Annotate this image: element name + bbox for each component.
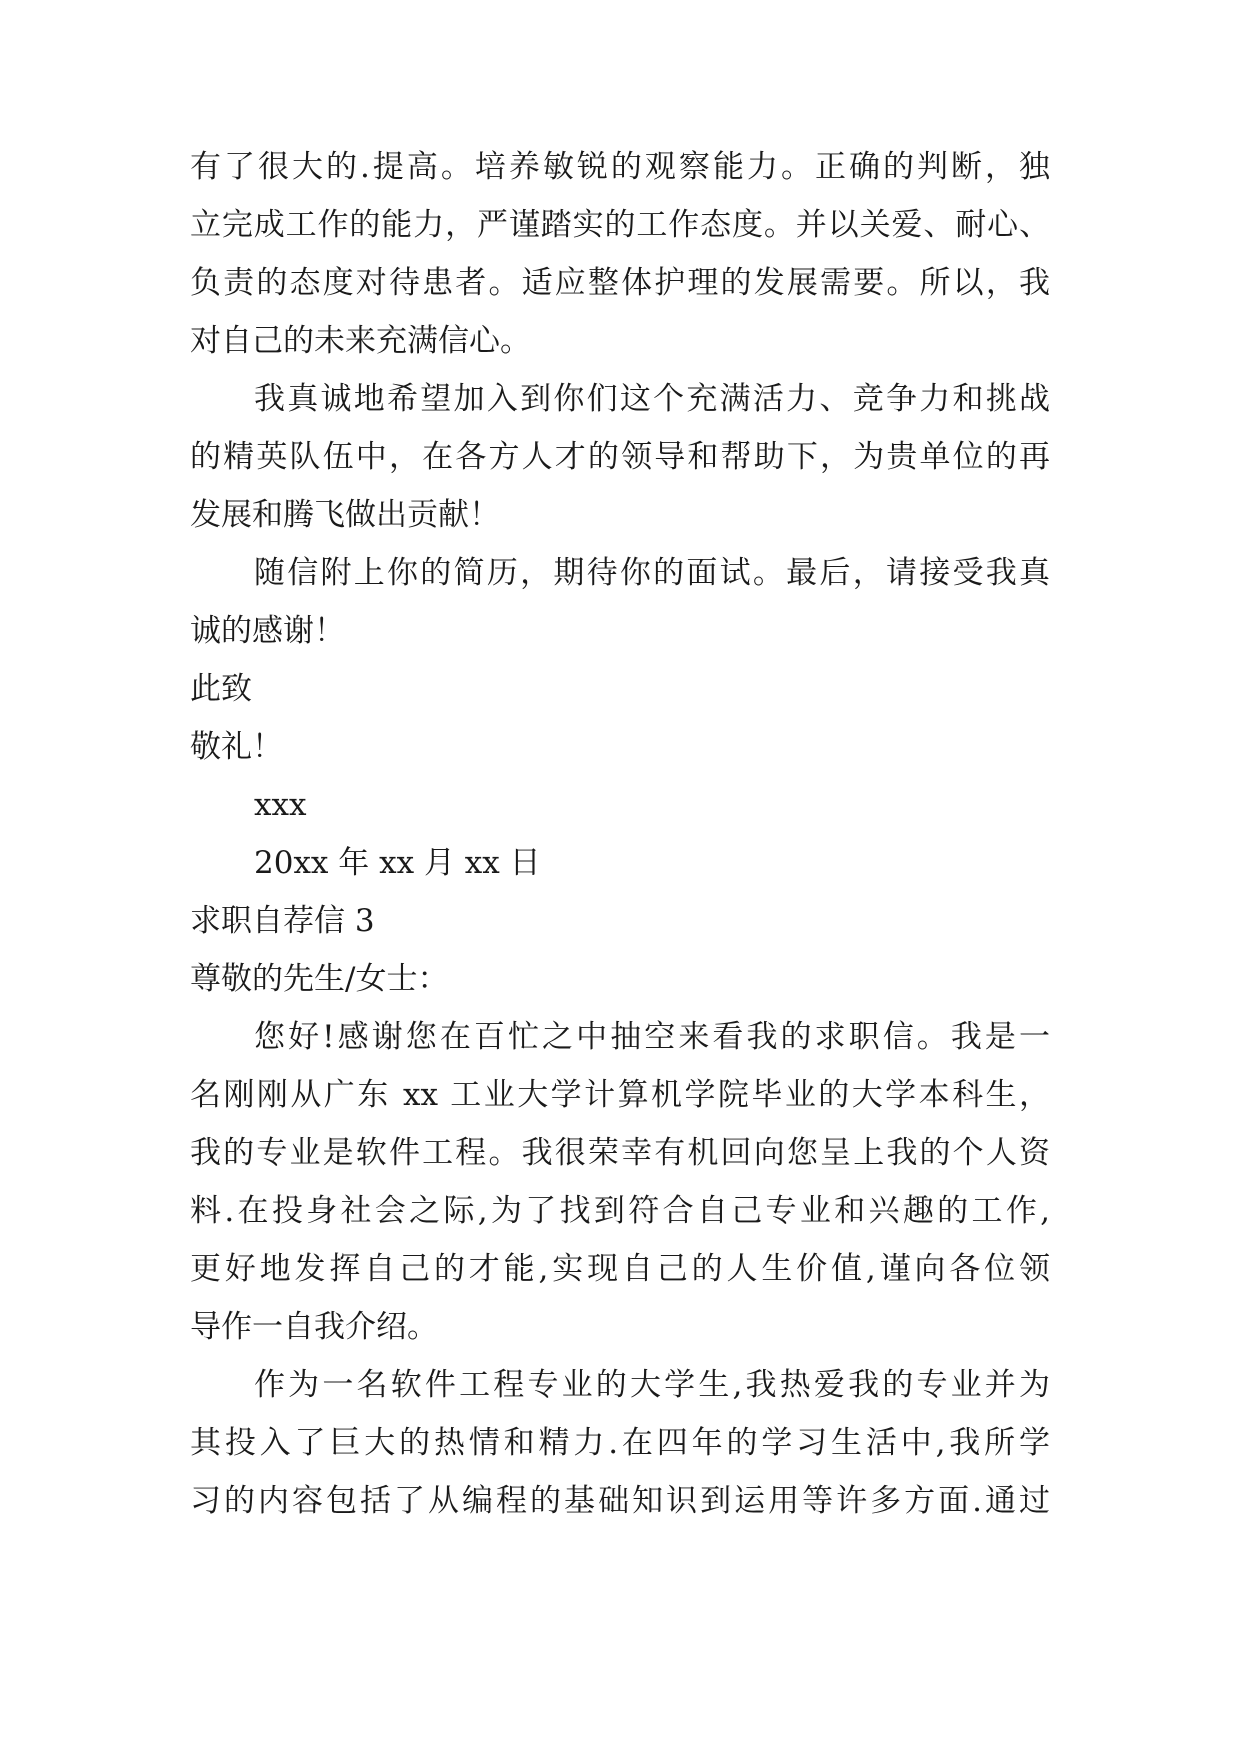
text-line: 作为一名软件工程专业的大学生,我热爱我的专业并为 (254, 1367, 1050, 1403)
text-line: 习的内容包括了从编程的基础知识到运用等许多方面.通过 (190, 1483, 1050, 1519)
text-line: 料.在投身社会之际,为了找到符合自己专业和兴趣的工作, (190, 1193, 1050, 1229)
section-title: 求职自荐信 3 (190, 903, 375, 939)
text-line: 您好!感谢您在百忙之中抽空来看我的求职信。我是一 (254, 1019, 1050, 1055)
text-line: 负责的态度对待患者。适应整体护理的发展需要。所以，我 (190, 265, 1050, 301)
text-line: 诚的感谢！ (190, 613, 345, 649)
text-line: 随信附上你的简历，期待你的面试。最后，请接受我真 (254, 555, 1050, 591)
salutation-regards: 敬礼！ (190, 729, 283, 765)
text-line: 我真诚地希望加入到你们这个充满活力、竞争力和挑战 (254, 381, 1050, 417)
text-line: 立完成工作的能力，严谨踏实的工作态度。并以关爱、耐心、 (190, 207, 1050, 243)
letter-greeting: 尊敬的先生/女士： (190, 961, 449, 997)
text-line: 的精英队伍中，在各方人才的领导和帮助下，为贵单位的再 (190, 439, 1050, 475)
signature-name: xxx (254, 787, 307, 823)
salutation-closing: 此致 (190, 671, 252, 707)
text-line: 我的专业是软件工程。我很荣幸有机回向您呈上我的个人资 (190, 1135, 1050, 1171)
text-line: 更好地发挥自己的才能,实现自己的人生价值,谨向各位领 (190, 1251, 1050, 1287)
text-line: 有了很大的.提高。培养敏锐的观察能力。正确的判断，独 (190, 149, 1050, 185)
text-line: 对自己的未来充满信心。 (190, 323, 531, 359)
signature-date: 20xx 年 xx 月 xx 日 (254, 845, 541, 881)
letter-body (190, 138, 1050, 1530)
text-line: 名刚刚从广东 xx 工业大学计算机学院毕业的大学本科生， (190, 1077, 1050, 1113)
text-line: 发展和腾飞做出贡献！ (190, 497, 500, 533)
text-line: 导作一自我介绍。 (190, 1309, 438, 1345)
text-line: 其投入了巨大的热情和精力.在四年的学习生活中,我所学 (190, 1425, 1050, 1461)
